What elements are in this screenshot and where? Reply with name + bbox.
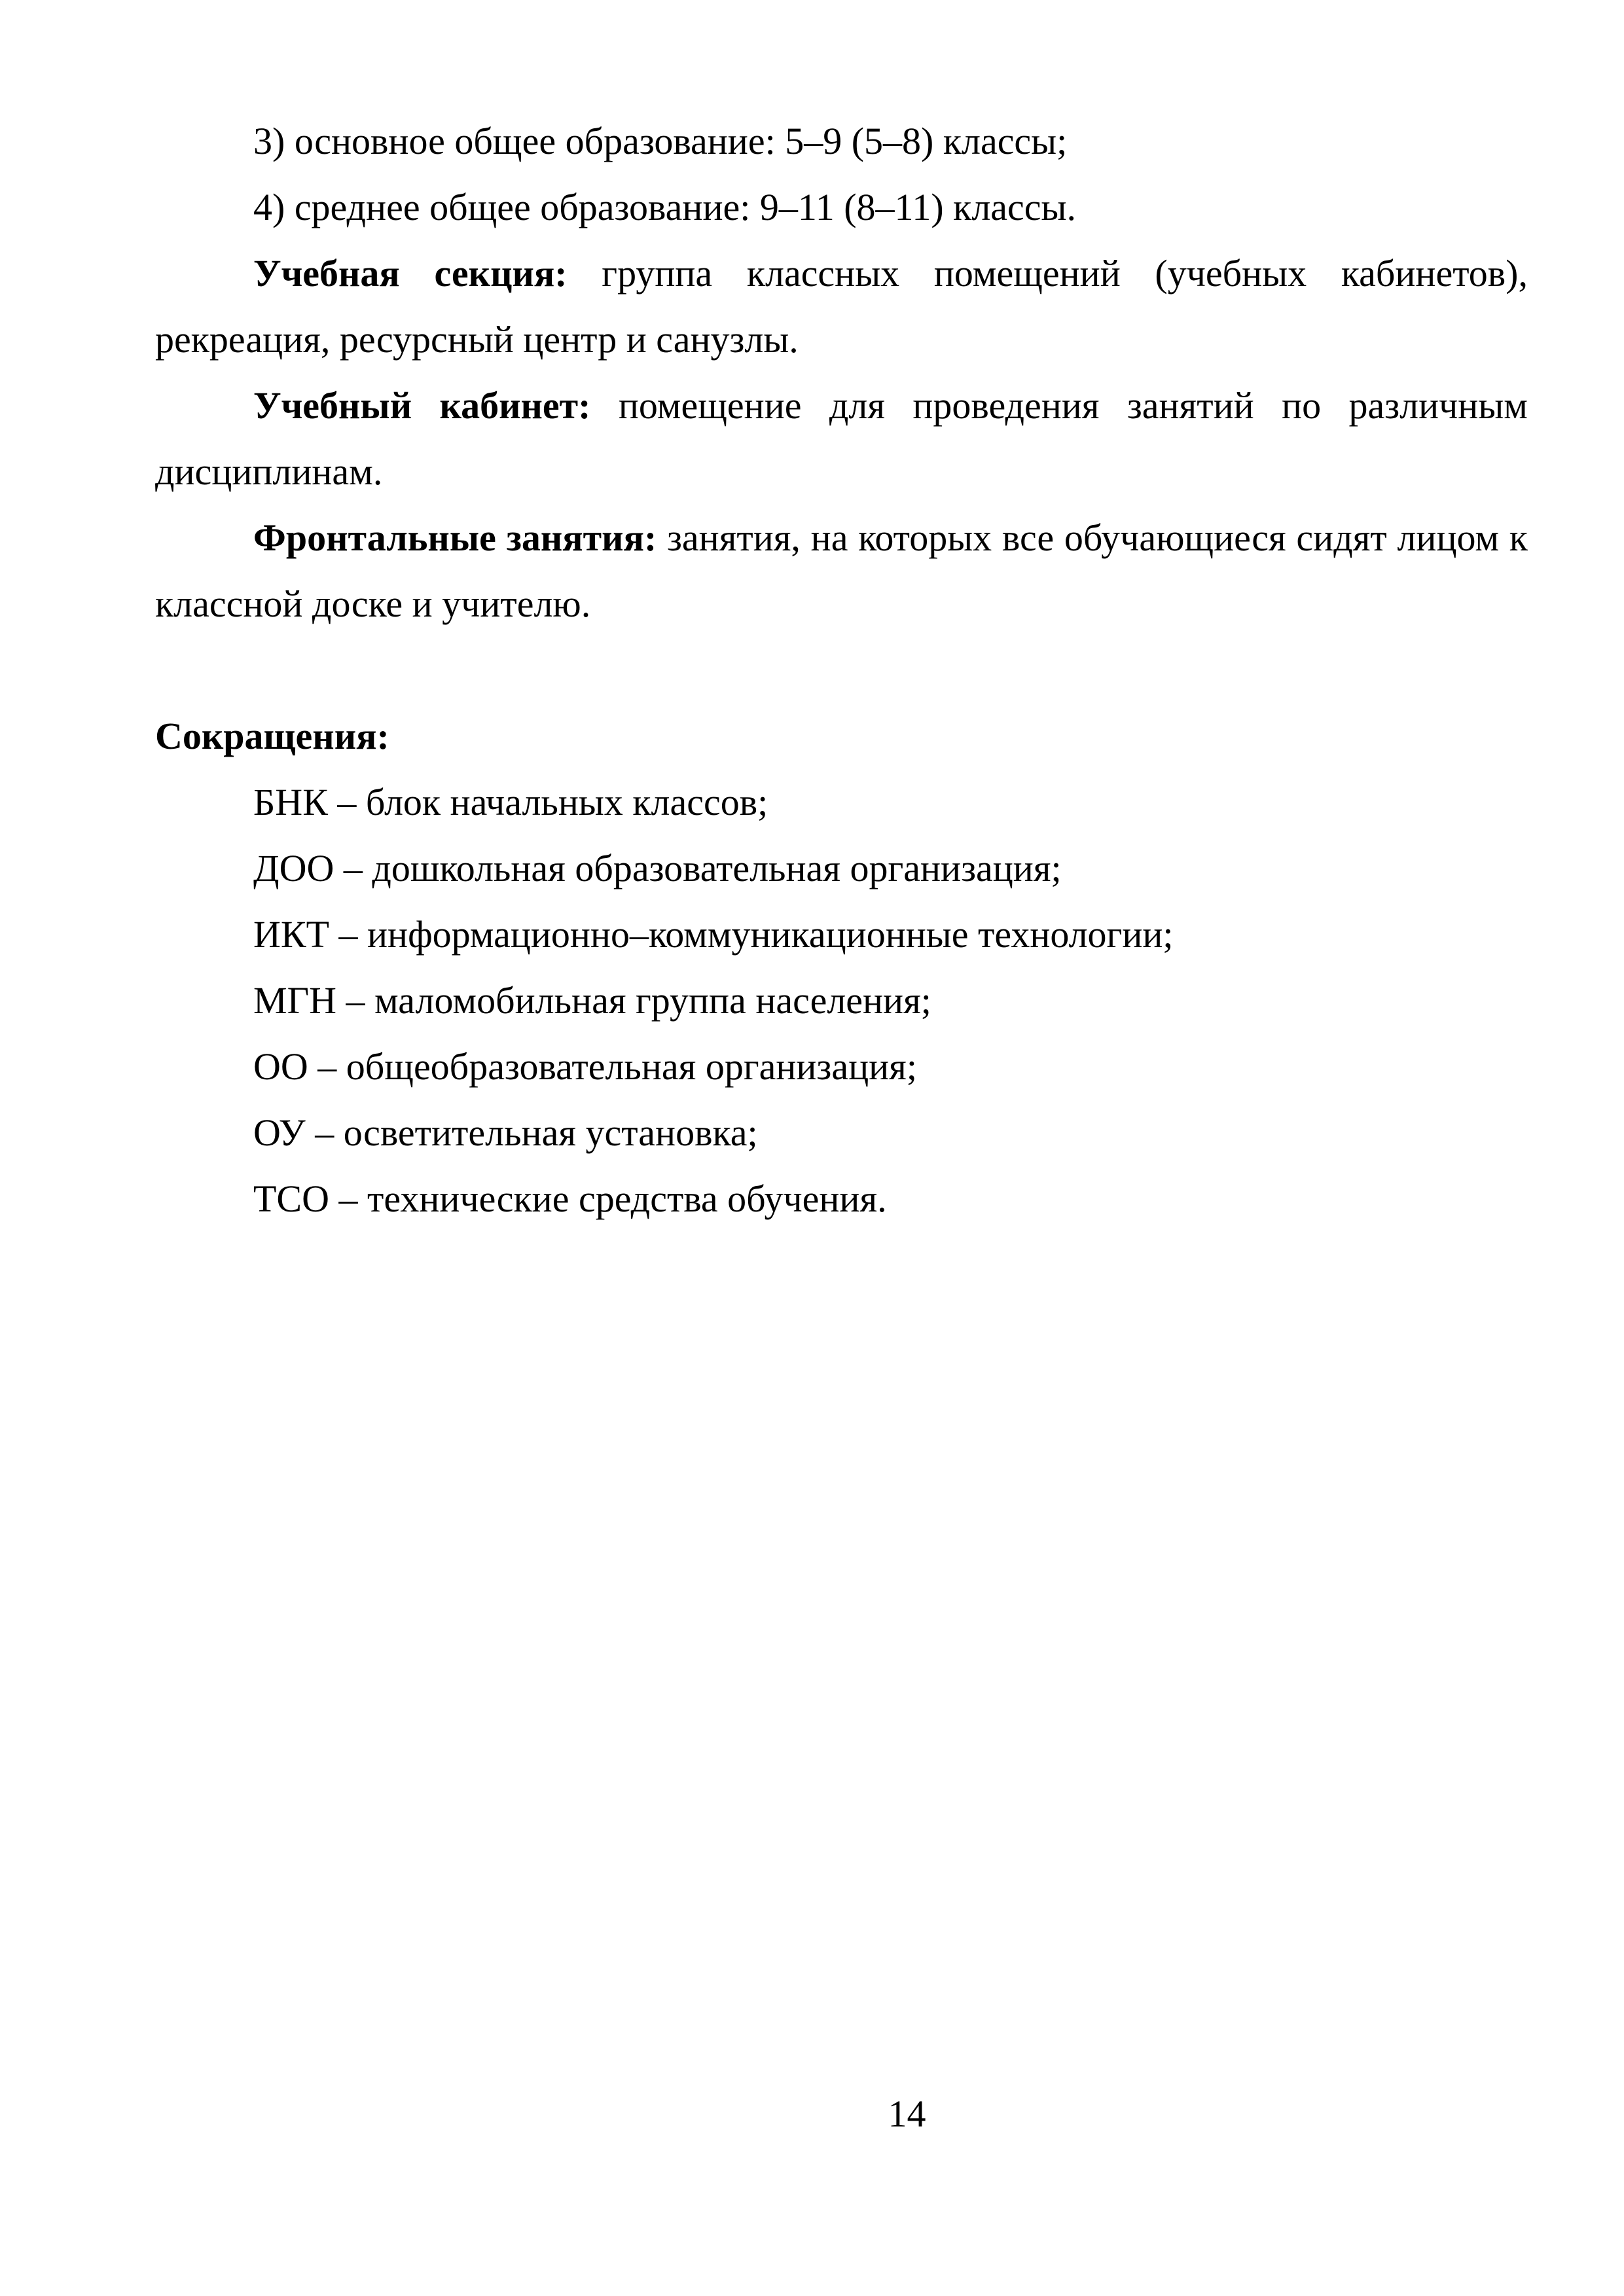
abbreviation-item: МГН – маломобильная группа населения; — [253, 979, 931, 1022]
definition-classroom — [155, 372, 1528, 505]
abbreviation-item: БНК – блок начальных классов; — [253, 781, 768, 823]
definition-frontal-lessons — [155, 505, 1528, 637]
abbreviation-item: ОО – общеобразовательная организация; — [253, 1045, 917, 1088]
definition-term: Фронтальные занятия: — [253, 516, 657, 559]
body-text — [155, 108, 1528, 1232]
list-item-secondary-education — [155, 174, 1528, 240]
abbreviation-item: ДОО – дошкольная образовательная организация; — [253, 847, 1062, 889]
section-spacer — [155, 637, 1528, 703]
abbreviations-list — [155, 769, 1528, 1232]
paragraph-text: 4) среднее общее образование: 9–11 (8–11) классы. — [253, 186, 1076, 228]
definition-text: группа классных помещений (учебных кабинетов), рекреация, ресурсный центр и санузлы. — [155, 252, 1528, 361]
abbreviation-item: ТСО – технические средства обучения. — [253, 1177, 887, 1220]
paragraph-text: 3) основное общее образование: 5–9 (5–8) классы; — [253, 120, 1068, 162]
definition-term: Учебная секция: — [253, 252, 568, 295]
abbreviation-item: ИКТ – информационно–коммуникационные технологии; — [253, 913, 1174, 956]
list-item-basic-education — [155, 108, 1528, 174]
definition-text: занятия, на которых все обучающиеся сидят лицом к классной доске и учителю. — [155, 516, 1528, 625]
page-number: 14 — [888, 2092, 926, 2135]
abbreviations-heading: Сокращения: — [155, 715, 389, 757]
definition-term: Учебный кабинет: — [253, 384, 591, 427]
definition-text: помещение для проведения занятий по различным дисциплинам. — [155, 384, 1528, 493]
abbreviation-item: ОУ – осветительная установка; — [253, 1111, 758, 1154]
definition-study-section — [155, 240, 1528, 372]
